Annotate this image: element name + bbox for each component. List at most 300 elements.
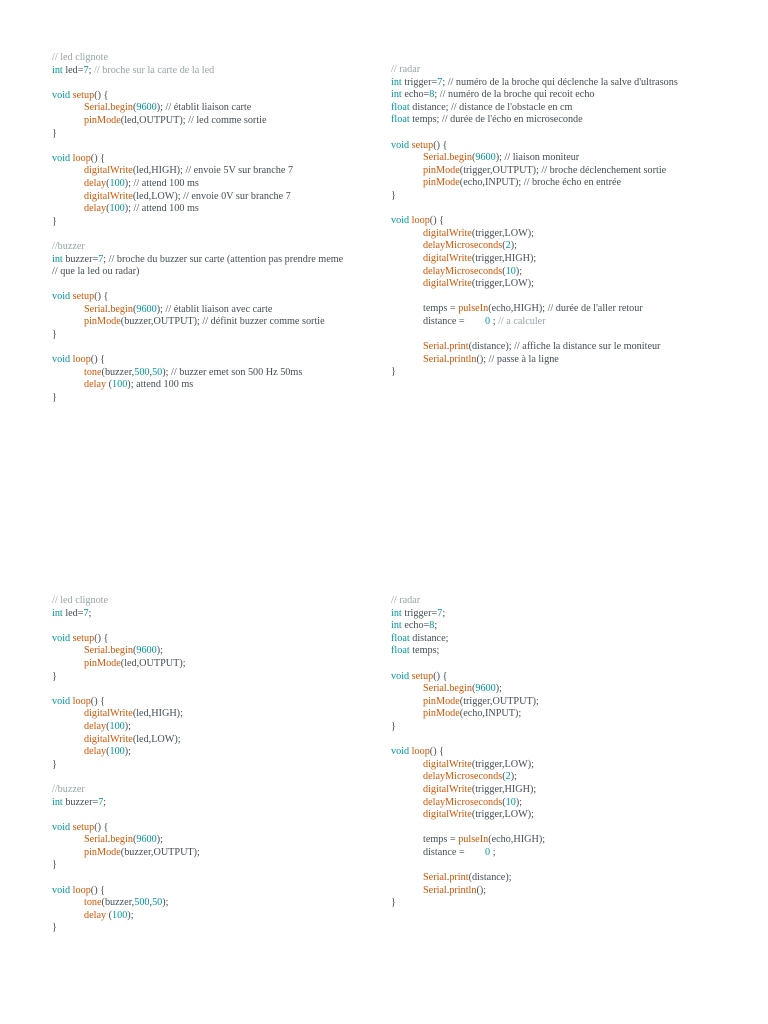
code-token: void — [391, 139, 410, 151]
code-line — [391, 671, 731, 684]
code-token: ; // numéro de la broche qui recoit echo — [434, 89, 595, 101]
code-token: pinMode — [423, 708, 460, 720]
code-token: 9600 — [475, 152, 496, 164]
code-token: ; — [88, 607, 92, 619]
code-line — [52, 279, 392, 292]
code-line — [391, 897, 731, 910]
code-token: void — [52, 695, 71, 707]
code-token: void — [391, 215, 410, 227]
code-token: float — [391, 645, 410, 657]
code-token: void — [52, 89, 71, 101]
code-token: (led,HIGH); — [132, 708, 183, 720]
code-line — [391, 746, 731, 759]
code-token: pinMode — [423, 177, 460, 189]
code-token: // radar — [391, 595, 421, 606]
code-token: void — [391, 670, 410, 682]
code-token: ); — [495, 683, 502, 695]
code-token: (echo,HIGH); // durée de l'aller retour — [488, 303, 643, 315]
code-token: (echo,INPUT); — [459, 708, 522, 720]
code-line — [52, 90, 392, 103]
code-token: tone — [84, 366, 102, 378]
code-token: ); — [510, 240, 517, 252]
code-token: ( — [132, 102, 137, 114]
code-token: Serial — [423, 152, 447, 164]
code-line — [52, 885, 392, 898]
code-token: delay — [84, 379, 107, 391]
code-line — [52, 304, 392, 317]
code-token: } — [391, 720, 396, 732]
code-token: . — [107, 102, 111, 114]
code-line — [52, 897, 392, 910]
code-token: float — [391, 632, 410, 644]
code-token: loop — [72, 152, 91, 164]
code-line — [391, 77, 731, 90]
code-line — [52, 822, 392, 835]
code-token: 100 — [109, 203, 125, 215]
code-token: } — [391, 897, 396, 909]
code-token: } — [52, 392, 57, 404]
code-token: 8 — [429, 89, 435, 101]
code-token: 100 — [109, 177, 125, 189]
code-token: //buzzer — [52, 783, 85, 795]
code-token: void — [52, 821, 71, 833]
code-token: ); // attend 100 ms — [124, 177, 199, 189]
code-token: distance = — [423, 846, 486, 858]
code-token: temps; // durée de l'écho en microseconde — [409, 114, 583, 126]
code-token: (trigger,OUTPUT); // broche déclenchement sortie — [459, 164, 667, 176]
code-token: ; — [490, 315, 499, 327]
code-token: delay — [84, 720, 107, 732]
code-token: setup — [72, 821, 95, 833]
code-line — [391, 633, 731, 646]
code-token: ; — [88, 64, 94, 76]
code-token: ( — [106, 177, 110, 189]
code-token: setup — [72, 632, 95, 644]
code-token: loop — [411, 746, 430, 758]
code-token: . — [446, 872, 450, 884]
code-token: int — [391, 620, 402, 632]
code-line — [52, 266, 392, 279]
code-line — [52, 797, 392, 810]
code-token: delayMicroseconds — [423, 240, 503, 252]
code-token: (trigger,HIGH); — [471, 252, 537, 264]
code-line — [52, 367, 392, 380]
code-token: ( — [502, 240, 506, 252]
code-line — [52, 859, 392, 872]
code-token: 8 — [429, 620, 435, 632]
code-token: void — [52, 354, 71, 366]
code-line — [391, 859, 731, 872]
code-line — [391, 140, 731, 153]
code-token: begin — [110, 303, 133, 315]
code-token: 2 — [505, 771, 511, 783]
code-token: 0 — [485, 846, 491, 858]
code-token: ); — [156, 645, 163, 657]
code-token: // broche sur la carte de la led — [94, 64, 215, 76]
code-block-led-buzzer — [52, 595, 392, 935]
code-line — [52, 671, 392, 684]
code-token: void — [52, 291, 71, 303]
code-line — [391, 620, 731, 633]
code-token: delayMicroseconds — [423, 796, 503, 808]
code-token: Serial — [423, 872, 447, 884]
code-token: (led,OUTPUT); — [120, 657, 186, 669]
code-token: ( — [471, 683, 476, 695]
code-line — [391, 658, 731, 671]
code-line — [52, 658, 392, 671]
code-token: 9600 — [136, 102, 157, 114]
code-token: (led,OUTPUT); // led comme sortie — [120, 114, 267, 126]
code-token: Serial — [84, 303, 108, 315]
code-line — [391, 127, 731, 140]
code-token: print — [449, 341, 469, 353]
code-line — [52, 254, 392, 267]
code-token: 100 — [109, 720, 125, 732]
code-token: echo= — [401, 620, 430, 632]
code-token: } — [52, 859, 57, 871]
code-line — [391, 152, 731, 165]
code-token: ( — [106, 746, 110, 758]
code-token: pinMode — [84, 657, 121, 669]
code-line — [391, 797, 731, 810]
code-line — [391, 165, 731, 178]
code-token: void — [52, 884, 71, 896]
code-token: } — [52, 670, 57, 682]
code-line — [52, 128, 392, 141]
code-token: delay — [84, 177, 107, 189]
code-line — [52, 759, 392, 772]
code-token: ( — [502, 796, 506, 808]
code-token: 7 — [83, 607, 89, 619]
code-token: delay — [84, 909, 107, 921]
code-token: ( — [502, 265, 506, 277]
code-token: led= — [62, 64, 84, 76]
code-line — [52, 872, 392, 885]
code-token: // radar — [391, 64, 421, 75]
code-token: begin — [110, 645, 133, 657]
code-token: 2 — [505, 240, 511, 252]
code-token: 50 — [152, 366, 163, 378]
code-token: loop — [72, 695, 91, 707]
code-line — [52, 633, 392, 646]
code-token: ( — [132, 834, 137, 846]
code-line — [52, 316, 392, 329]
code-line — [52, 165, 392, 178]
code-token: (trigger,LOW); — [471, 278, 534, 290]
code-line — [52, 734, 392, 747]
code-token: digitalWrite — [423, 758, 472, 770]
code-token: 7 — [437, 607, 443, 619]
code-line — [391, 366, 731, 379]
code-token: ); — [127, 909, 134, 921]
code-token: trigger= — [401, 607, 438, 619]
code-token: led= — [62, 607, 84, 619]
code-token: delay — [84, 746, 107, 758]
code-token: int — [52, 607, 63, 619]
code-token: 100 — [109, 746, 125, 758]
code-token: loop — [72, 884, 91, 896]
code-token: ( — [502, 771, 506, 783]
code-token: ( — [132, 303, 137, 315]
code-token: digitalWrite — [423, 783, 472, 795]
code-token: () { — [90, 695, 106, 707]
code-token: (buzzer, — [101, 897, 135, 909]
code-line — [391, 354, 731, 367]
code-token: pulseIn — [458, 834, 489, 846]
code-line — [52, 115, 392, 128]
code-line — [52, 595, 392, 608]
code-token: } — [52, 758, 57, 770]
code-token: (trigger,OUTPUT); — [459, 695, 539, 707]
code-token: ; — [103, 796, 107, 808]
code-token: ; // numéro de la broche qui déclenche la salve d'ultrasons — [442, 76, 678, 88]
code-token: buzzer= — [62, 253, 99, 265]
code-token: (trigger,LOW); — [471, 227, 534, 239]
code-token: } — [391, 189, 396, 201]
code-block-led-buzzer-commented — [52, 52, 392, 405]
code-line — [391, 177, 731, 190]
code-line — [52, 329, 392, 342]
code-line — [52, 178, 392, 191]
code-token: void — [52, 152, 71, 164]
code-token: (echo,INPUT); // broche écho en entrée — [459, 177, 622, 189]
code-token: () { — [429, 746, 445, 758]
code-line — [391, 734, 731, 747]
code-line — [391, 203, 731, 216]
code-token: 10 — [505, 265, 516, 277]
code-token: ); // liaison moniteur — [495, 152, 580, 164]
code-token: 7 — [98, 253, 104, 265]
code-line — [391, 885, 731, 898]
code-token: loop — [72, 354, 91, 366]
code-token: tone — [84, 897, 102, 909]
code-line — [391, 278, 731, 291]
code-line — [391, 683, 731, 696]
code-token: 7 — [98, 796, 104, 808]
code-token: () { — [90, 152, 106, 164]
code-token: // led clignote — [52, 52, 109, 63]
code-line — [52, 746, 392, 759]
code-line — [52, 620, 392, 633]
code-token: ; — [434, 620, 438, 632]
code-token: (); // passe à la ligne — [476, 353, 559, 365]
code-token: 100 — [112, 909, 128, 921]
code-token: Serial — [423, 341, 447, 353]
code-token: } — [52, 922, 57, 934]
code-token: begin — [449, 683, 472, 695]
code-token: 500 — [134, 897, 150, 909]
code-token: float — [391, 101, 410, 113]
code-token: } — [52, 215, 57, 227]
code-token: 500 — [134, 366, 150, 378]
code-line — [52, 65, 392, 78]
code-token: delayMicroseconds — [423, 771, 503, 783]
code-token: ( — [471, 152, 476, 164]
code-block-radar — [391, 595, 731, 910]
code-line — [52, 922, 392, 935]
code-token: int — [52, 64, 63, 76]
code-line — [391, 608, 731, 621]
code-line — [52, 77, 392, 90]
code-line — [391, 708, 731, 721]
code-token: pinMode — [84, 316, 121, 328]
code-line — [52, 140, 392, 153]
code-line — [52, 52, 392, 65]
code-token: ( — [132, 645, 137, 657]
code-token: ); // établit liaison avec carte — [156, 303, 273, 315]
code-token: distance = — [423, 315, 486, 327]
code-token: Serial — [423, 353, 447, 365]
code-token: () { — [433, 139, 448, 151]
code-token: (trigger,HIGH); — [471, 783, 537, 795]
code-line — [52, 834, 392, 847]
code-token: 9600 — [136, 303, 157, 315]
code-line — [391, 89, 731, 102]
code-token: . — [446, 152, 450, 164]
code-line — [391, 303, 731, 316]
code-token: 9600 — [136, 834, 157, 846]
code-line — [52, 608, 392, 621]
code-token: digitalWrite — [84, 733, 133, 745]
code-token: (buzzer,OUTPUT); // définit buzzer comme sortie — [120, 316, 325, 328]
code-token: // a calculer — [498, 315, 546, 327]
code-line — [52, 696, 392, 709]
code-token: println — [449, 884, 477, 896]
code-line — [52, 354, 392, 367]
code-line — [391, 771, 731, 784]
code-token: . — [446, 683, 450, 695]
code-line — [52, 228, 392, 241]
code-token: ( — [106, 203, 110, 215]
code-line — [391, 328, 731, 341]
code-token: 0 — [485, 315, 491, 327]
code-token: Serial — [84, 834, 108, 846]
code-token: ); — [515, 796, 523, 808]
code-token: echo= — [401, 89, 430, 101]
code-token: . — [446, 353, 450, 365]
code-token: pinMode — [84, 846, 121, 858]
code-token: distance; — [409, 632, 449, 644]
code-line — [52, 771, 392, 784]
code-token: ; — [490, 846, 496, 858]
code-token: loop — [411, 215, 430, 227]
code-token: (distance); — [468, 872, 512, 884]
code-line — [391, 64, 731, 77]
code-token: ); // attend 100 ms — [124, 203, 199, 215]
code-token: 7 — [83, 64, 89, 76]
code-token: int — [52, 796, 63, 808]
code-token: // que la led ou radar) — [52, 266, 140, 278]
code-token: setup — [72, 291, 95, 303]
code-line — [52, 191, 392, 204]
code-token: begin — [110, 834, 133, 846]
code-token: setup — [411, 139, 434, 151]
code-token: temps = — [423, 303, 459, 315]
code-token: temps = — [423, 834, 459, 846]
code-line — [52, 721, 392, 734]
code-token: digitalWrite — [423, 278, 472, 290]
code-token: digitalWrite — [423, 227, 472, 239]
code-token: (trigger,LOW); — [471, 809, 534, 821]
code-token: ( — [106, 909, 113, 921]
code-line — [391, 847, 731, 860]
code-line — [52, 784, 392, 797]
code-token: int — [52, 253, 63, 265]
code-token: ); // établit liaison carte — [156, 102, 252, 114]
code-token: } — [391, 366, 396, 378]
code-line — [391, 102, 731, 115]
code-line — [391, 822, 731, 835]
code-token: . — [107, 645, 111, 657]
code-token: , — [149, 366, 153, 378]
code-line — [391, 253, 731, 266]
code-token: . — [446, 884, 450, 896]
code-token: setup — [72, 89, 95, 101]
code-token: 100 — [112, 379, 128, 391]
code-token: (buzzer,OUTPUT); — [120, 846, 200, 858]
code-token: pinMode — [84, 114, 121, 126]
code-token: () { — [94, 291, 109, 303]
code-token: ; // broche du buzzer sur carte (attention pas prendre meme — [103, 253, 344, 265]
code-token: . — [446, 341, 450, 353]
code-token: buzzer= — [62, 796, 99, 808]
code-token: ); // buzzer emet son 500 Hz 50ms — [162, 366, 303, 378]
code-token: int — [391, 89, 402, 101]
code-token: () { — [429, 215, 445, 227]
code-line — [52, 241, 392, 254]
code-token: 10 — [505, 796, 516, 808]
code-token: 50 — [152, 897, 163, 909]
code-token: print — [449, 872, 469, 884]
code-token: int — [391, 76, 402, 88]
code-token: Serial — [84, 645, 108, 657]
code-token: (); — [476, 884, 487, 896]
code-token: distance; // distance de l'obstacle en cm — [409, 101, 573, 113]
code-line — [391, 721, 731, 734]
code-token: begin — [449, 152, 472, 164]
code-token: Serial — [84, 102, 108, 114]
code-line — [391, 645, 731, 658]
code-token: ; — [442, 607, 446, 619]
code-line — [52, 102, 392, 115]
code-line — [52, 342, 392, 355]
code-token: delayMicroseconds — [423, 265, 503, 277]
code-line — [52, 645, 392, 658]
code-line — [391, 784, 731, 797]
code-line — [391, 341, 731, 354]
code-token: digitalWrite — [84, 165, 133, 177]
code-token: begin — [110, 102, 133, 114]
code-line — [52, 392, 392, 405]
code-token: } — [52, 127, 57, 139]
code-token: (trigger,LOW); — [471, 758, 534, 770]
code-line — [391, 266, 731, 279]
code-token: Serial — [423, 884, 447, 896]
code-token: println — [449, 353, 477, 365]
code-line — [391, 190, 731, 203]
code-line — [391, 215, 731, 228]
code-token: // led clignote — [52, 595, 109, 606]
code-token: digitalWrite — [84, 190, 133, 202]
code-token: () { — [94, 89, 109, 101]
code-line — [391, 291, 731, 304]
code-token: digitalWrite — [423, 809, 472, 821]
code-line — [391, 240, 731, 253]
code-token: ); — [515, 265, 523, 277]
code-line — [52, 291, 392, 304]
code-token: 9600 — [475, 683, 496, 695]
code-token: (led,HIGH); // envoie 5V sur branche 7 — [132, 165, 294, 177]
